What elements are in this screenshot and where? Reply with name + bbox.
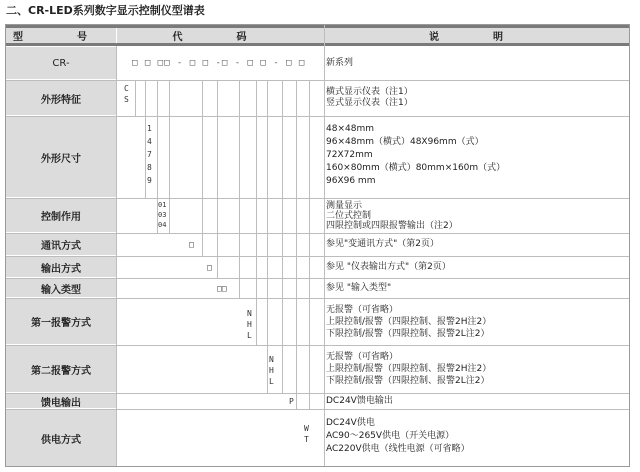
code-alarm1-h: H [247,320,252,329]
code-step-line [217,81,218,278]
code-appearance-s: S [124,95,129,104]
desc-cr: 新系列 [326,58,354,68]
desc-size-1: 48×48mm [326,124,374,134]
code-alarm1-l: L [247,331,252,340]
code-output: □ [207,263,212,272]
row-sep [6,198,629,199]
code-step-line [256,81,257,345]
code-control-03: 03 [158,211,167,219]
desc-appearance-1: 横式显示仪表（注1） [326,87,413,97]
row-sep [6,80,629,81]
row-sep [6,345,629,346]
desc-power-2: AC90～265V供电（开关电源） [326,431,455,441]
row-sep [6,409,629,410]
label-output: 输出方式 [6,257,116,277]
code-alarm1-n: N [247,309,252,318]
code-step-line [135,81,136,116]
model-spectrum-table [5,24,630,467]
code-step-line [296,81,297,409]
cr-code-pattern: □ □ □□ - □ □ -□ - □ □ - □ □ [132,58,306,68]
code-comm: □ [189,240,194,249]
header-model: 型 号 [6,28,116,43]
desc-size-3: 72X72mm [326,150,373,160]
desc-size-4: 160×80mm（横式）80mm×160m（式） [326,163,506,173]
desc-alarm2-2: 上限控制/报警（四限控制、报警2H注2） [326,364,492,374]
desc-alarm2-3: 下限控制/报警（四限控制、报警2L注2） [326,376,490,386]
desc-alarm1-1: 无报警（可省略） [326,305,399,315]
code-control-04: 04 [158,221,167,229]
label-alarm1: 第一报警方式 [6,299,116,344]
row-sep [6,233,629,234]
desc-alarm1-2: 上限控制/报警（四限控制、报警2H注2） [326,317,492,327]
code-size-4: 4 [147,137,152,146]
desc-comm: 参见"变通讯方式"（第2页） [326,239,440,249]
code-step-line [239,81,240,298]
code-size-7: 7 [147,150,152,159]
code-size-8: 8 [147,163,152,172]
desc-alarm2-1: 无报警（可省略） [326,352,399,362]
desc-alarm1-3: 下限控制/报警（四限控制、报警2L注2） [326,329,490,339]
header-desc: 说 明 [325,28,629,43]
code-appearance-c: C [124,84,129,93]
code-control-01: 01 [158,201,167,209]
desc-appearance-2: 竖式显示仪表（注1） [326,98,413,108]
label-power: 供电方式 [6,410,116,466]
code-step-line [282,81,283,393]
label-control: 控制作用 [6,199,116,232]
page-title: 二、CR-LED系列数字显示控制仪型谱表 [6,4,205,17]
code-alarm2-h: H [269,366,274,375]
label-size: 外形尺寸 [6,117,116,197]
code-step-line [169,81,170,233]
label-feed: 馈电输出 [6,394,116,408]
code-power-w: W [304,424,309,433]
row-sep [6,256,629,257]
code-step-line [267,81,268,393]
label-alarm2: 第二报警方式 [6,346,116,392]
code-power-t: T [304,435,309,444]
code-step-line [202,81,203,256]
header-bottom-band [6,43,629,46]
row-sep [6,393,629,394]
code-alarm2-n: N [269,355,274,364]
desc-feed: DC24V馈电输出 [326,396,393,406]
code-feed-p: P [289,397,294,406]
label-cr: CR- [6,47,116,79]
divider-desc [324,25,325,466]
label-comm: 通讯方式 [6,234,116,255]
row-sep [6,116,629,117]
row-sep [6,298,629,299]
desc-input: 参见 "输入类型" [326,283,392,293]
desc-output: 参见 "仪表输出方式"（第2页） [326,262,451,272]
desc-control-2: 二位式控制 [326,211,372,221]
desc-size-5: 96X96 mm [326,176,376,186]
desc-power-1: DC24V供电 [326,418,375,428]
code-input: □□ [217,284,227,293]
label-input: 输入类型 [6,279,116,297]
code-step-line [145,81,146,198]
desc-control-3: 四限控制或四限报警输出（注2） [326,221,458,231]
code-size-9: 9 [147,176,152,185]
code-size-1: 1 [147,124,152,133]
row-sep [6,278,629,279]
desc-power-3: AC220V供电（线性电源（可省略） [326,444,470,454]
desc-size-2: 96×48mm（横式）48X96mm（式） [326,137,484,147]
code-step-line [309,81,310,409]
code-alarm2-l: L [269,377,274,386]
desc-control-1: 测量显示 [326,201,363,211]
header-code: 代 码 [117,28,324,43]
label-appearance: 外形特征 [6,81,116,115]
